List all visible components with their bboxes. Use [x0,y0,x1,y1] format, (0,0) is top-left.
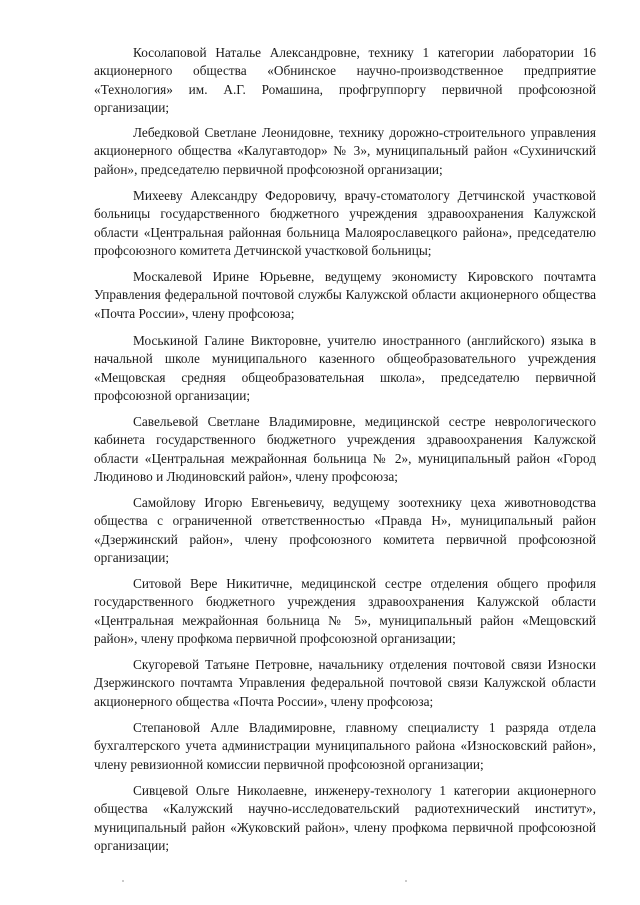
paragraph-lebedkova: Лебедковой Светлане Леонидовне, технику дорожно-строительного управления акционерного общества «Калугавтодор» № 3», муниципальный район «Сухиничский район», председателю первичной профсоюзной организации; [94,125,596,177]
paragraph-sitova: Ситовой Вере Никитичне, медицинской сестре отделения общего профиля государственного бюджетного учреждения здравоохранения Калужской области «Центральная межрайонная больница № 5», муниципальный район «Мещовский район», члену профкома первичной профсоюзной организации; [94,576,596,647]
paragraph-mikheev: Михееву Александру Федоровичу, врачу-стоматологу Детчинской участковой больницы государственного бюджетного учреждения здравоохранения Калужской области «Центральная районная больница Малоярославецкого района», председателю профсоюзного комитета Детчинской участковой больницы; [94,188,596,259]
paragraph-stepanova: Степановой Алле Владимировне, главному специалисту 1 разряда отдела бухгалтерского учета администрации муниципального района «Износковский район», члену ревизионной комиссии первичной профсоюзной организации; [94,720,596,772]
scan-speck [122,880,124,882]
paragraph-savelyeva: Савельевой Светлане Владимировне, медицинской сестре неврологического кабинета государственного бюджетного учреждения здравоохранения Калужской области «Центральная межрайонная больница № 2», муниципальный район «Город Людиново и Людиновский район», члену профсоюза; [94,414,596,485]
paragraph-sivtseva: Сивцевой Ольге Николаевне, инженеру-технологу 1 категории акционерного общества «Калужский научно-исследовательский радиотехнический институт», муниципальный район «Жуковский район», члену профкома первичной профсоюзной организации; [94,783,596,854]
paragraph-moskina: Моськиной Галине Викторовне, учителю иностранного (английского) языка в начальной школе муниципального казенного общеобразовательного учреждения «Мещовская средняя общеобразовательная школа», председателю первичной профсоюзной организации; [94,333,596,404]
paragraph-skugoreva: Скугоревой Татьяне Петровне, начальнику отделения почтовой связи Износки Дзержинского почтамта Управления федеральной почтовой связи Калужской области акционерного общества «Почта России», члену профсоюза; [94,657,596,709]
paragraph-moskaleva: Москалевой Ирине Юрьевне, ведущему экономисту Кировского почтамта Управления федеральной почтовой службы Калужской области акционерного общества «Почта России», члену профсоюза; [94,269,596,321]
scan-speck [405,880,407,882]
paragraph-samoylov: Самойлову Игорю Евгеньевичу, ведущему зоотехнику цеха животноводства общества с ограниченной ответственностью «Правда Н», муниципальный район «Дзержинский район», члену профсоюзного комитета первичной профсоюзной организации; [94,495,596,566]
paragraph-kosolapova: Косолаповой Наталье Александровне, технику 1 категории лаборатории 16 акционерного общества «Обнинское научно-производственное предприятие «Технология» им. А.Г. Ромашина, профгруппоргу первичной профсоюзной организации; [94,45,596,116]
